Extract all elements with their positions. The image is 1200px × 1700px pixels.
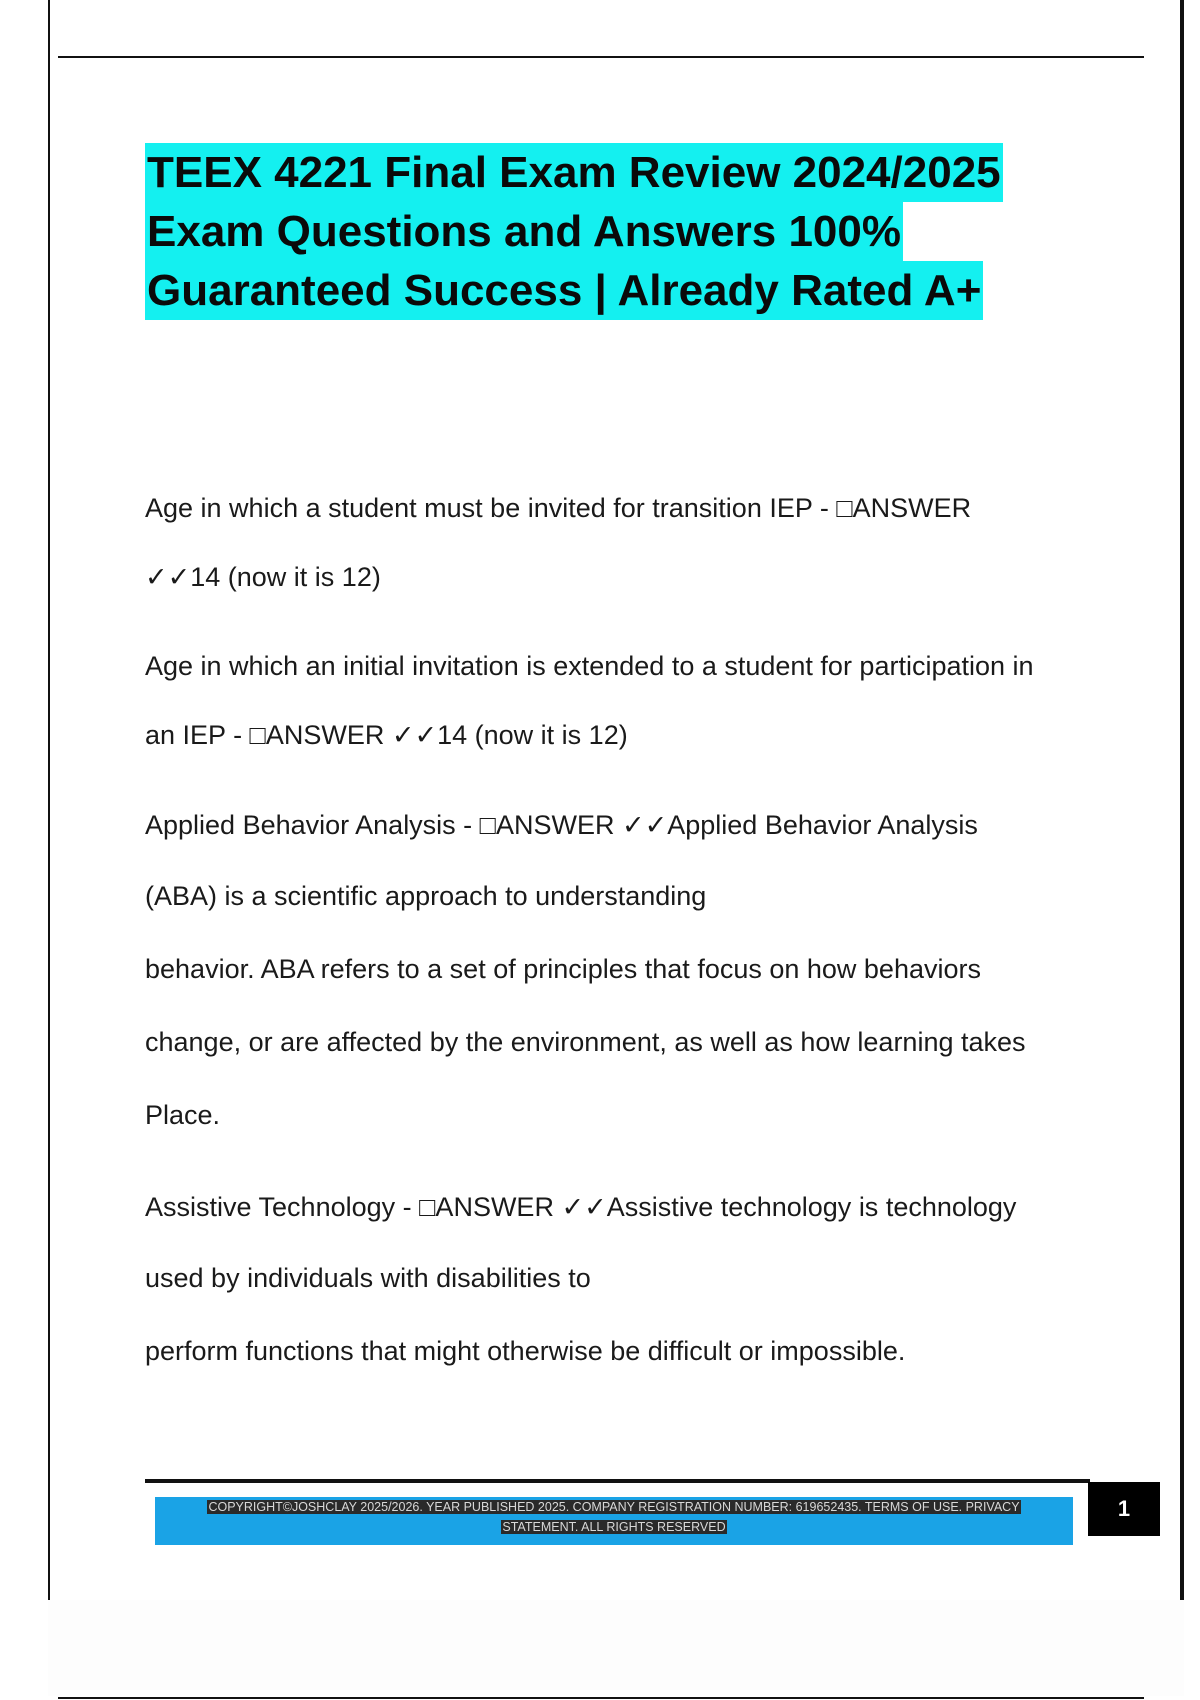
qa-text-line: Place.: [145, 1100, 221, 1130]
document-title: [145, 143, 1095, 320]
qa-item: [145, 790, 1085, 1152]
qa-text-line: ✓✓14 (now it is 12): [145, 562, 381, 592]
qa-text-line: (ABA) is a scientific approach to understanding: [145, 881, 707, 911]
footer-rule: [145, 1479, 1090, 1483]
page-border-right: [1180, 0, 1184, 1600]
header-rule: [58, 56, 1144, 58]
copyright-footer: [155, 1497, 1073, 1545]
qa-text-line: Applied Behavior Analysis - □ANSWER ✓✓Applied Behavior Analysis: [145, 810, 978, 840]
page-gap: [48, 1600, 1184, 1696]
title-line: TEEX 4221 Final Exam Review 2024/2025: [145, 143, 1003, 202]
page-number: 1: [1088, 1482, 1160, 1536]
title-line: Guaranteed Success | Already Rated A+: [145, 261, 983, 320]
qa-text-line: Assistive Technology - □ANSWER ✓✓Assistive technology is technology: [145, 1192, 1017, 1222]
copyright-line: COPYRIGHT©JOSHCLAY 2025/2026. YEAR PUBLISHED 2025. COMPANY REGISTRATION NUMBER: 619652435. TERMS OF USE. PRIVACY: [208, 1500, 1020, 1514]
qa-item: [145, 474, 1085, 612]
page-border-left: [48, 0, 50, 1600]
qa-text-line: perform functions that might otherwise be difficult or impossible.: [145, 1336, 906, 1366]
qa-item: [145, 1172, 1085, 1388]
qa-text-line: change, or are affected by the environment, as well as how learning takes: [145, 1027, 1026, 1057]
qa-text-line: Age in which a student must be invited for transition IEP - □ANSWER: [145, 493, 972, 523]
document-body: [145, 474, 1085, 1408]
qa-item: [145, 632, 1085, 770]
qa-text-line: Age in which an initial invitation is extended to a student for participation in: [145, 651, 1034, 681]
qa-text-line: an IEP - □ANSWER ✓✓14 (now it is 12): [145, 720, 628, 750]
copyright-line: STATEMENT. ALL RIGHTS RESERVED: [502, 1520, 726, 1534]
title-line: Exam Questions and Answers 100%: [145, 202, 903, 261]
qa-text-line: behavior. ABA refers to a set of principles that focus on how behaviors: [145, 954, 981, 984]
qa-text-line: used by individuals with disabilities to: [145, 1263, 591, 1293]
next-page-rule: [58, 1697, 1144, 1699]
